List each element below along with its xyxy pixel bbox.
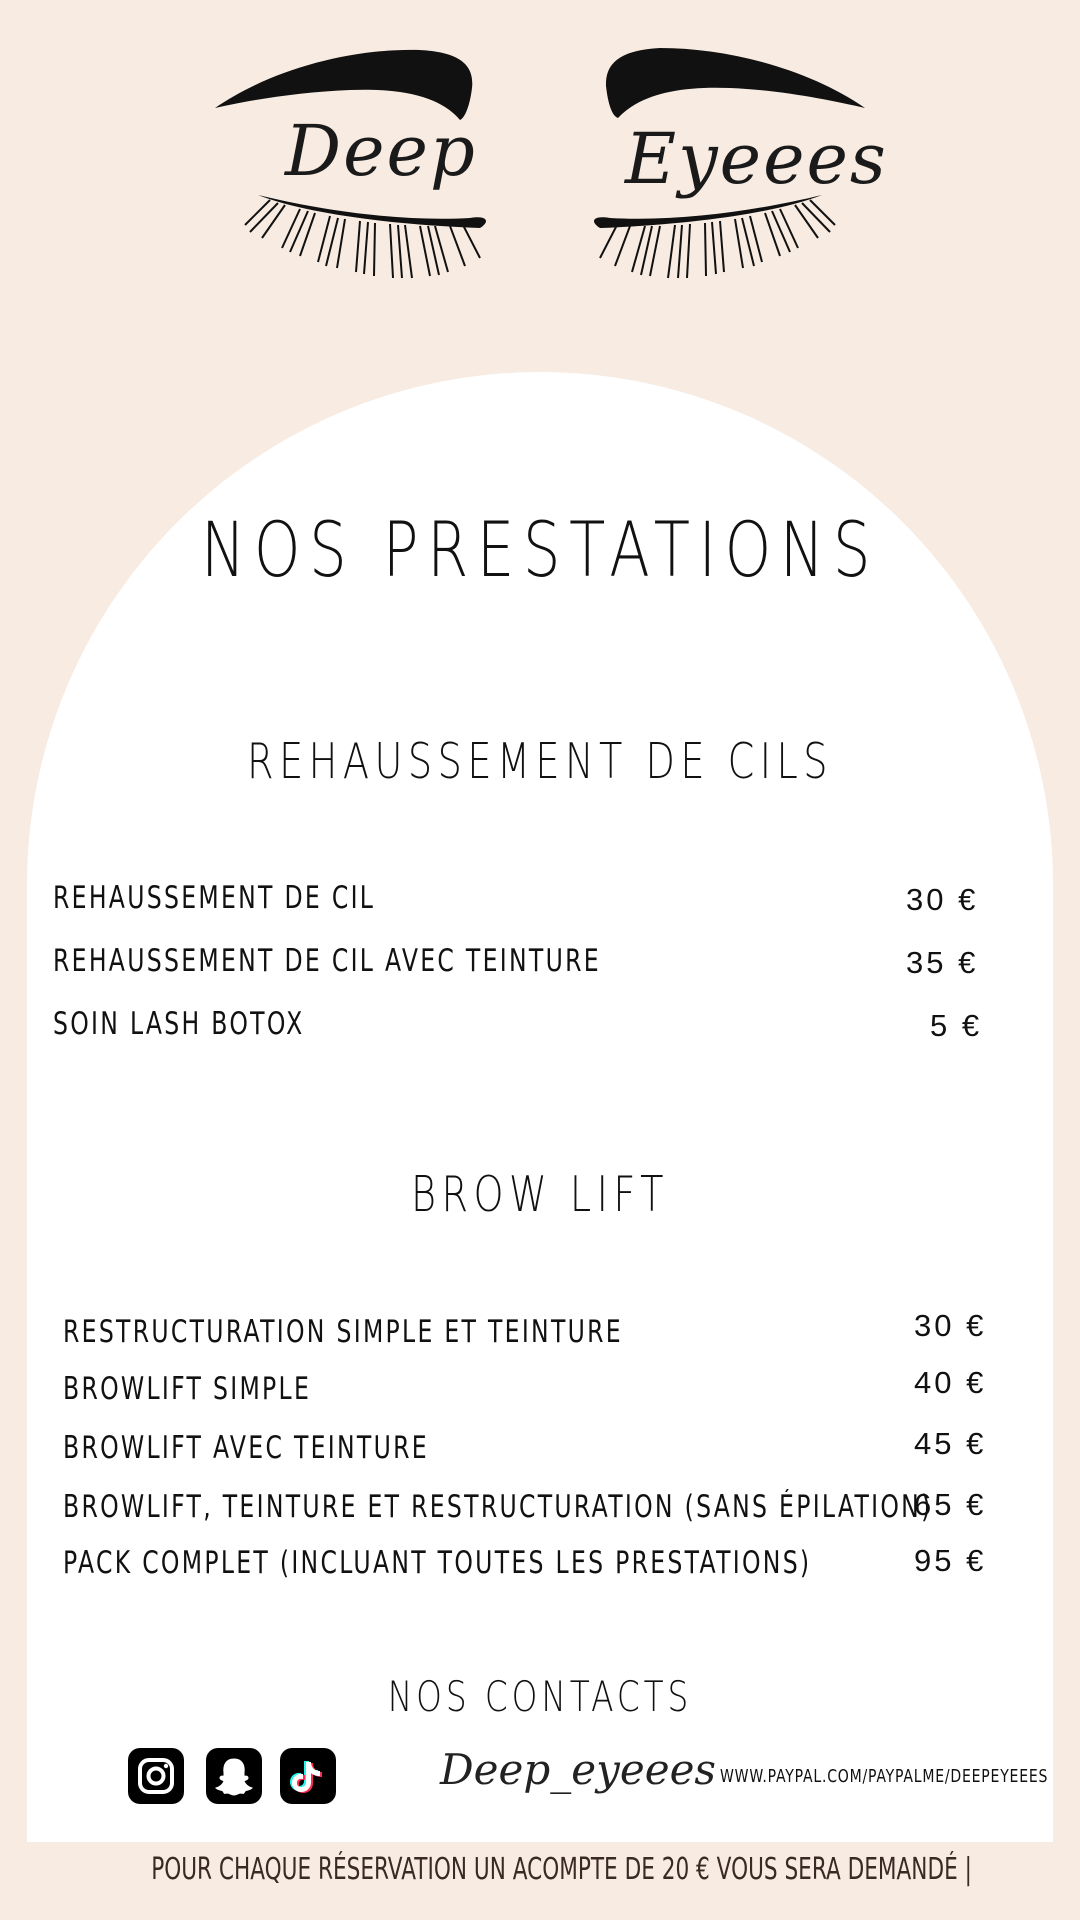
section-heading-cils: REHAUSSEMENT DE CILS [247,733,833,790]
service-row [0,880,1080,924]
contacts-heading: NOS CONTACTS [387,1672,693,1721]
logo-script-left: Deep [285,110,477,192]
snapchat-icon[interactable] [206,1748,262,1804]
service-price: 65 € [914,1487,987,1522]
service-name: BROWLIFT SIMPLE [63,1371,312,1407]
service-price: 35 € [906,945,979,980]
service-price: 40 € [914,1365,987,1400]
service-row [0,1426,1080,1474]
tiktok-icon[interactable] [280,1748,336,1804]
service-row [0,1489,1080,1533]
service-name: PACK COMPLET (INCLUANT TOUTES LES PRESTATIONS) [63,1545,812,1581]
service-price: 95 € [914,1543,987,1578]
paypal-link[interactable]: WWW.PAYPAL.COM/PAYPALME/DEEPEYEEES [720,1766,1049,1787]
logo-script-right: Eyeees [625,118,888,200]
service-row [0,1308,1080,1358]
service-row [0,1545,1080,1589]
service-name: RESTRUCTURATION SIMPLE ET TEINTURE [63,1314,623,1350]
service-row [0,943,1080,987]
logo-header [0,0,1080,330]
page-title: NOS PRESTATIONS [200,505,880,594]
deposit-notice: POUR CHAQUE RÉSERVATION UN ACOMPTE DE 20 € VOUS SERA DEMANDÉ | [151,1852,972,1887]
service-row [0,1006,1080,1050]
service-name: SOIN LASH BOTOX [53,1006,305,1042]
eyes-illustration [0,0,1080,330]
service-price: 30 € [914,1308,987,1343]
contact-handle: Deep_eyeees [440,1745,716,1794]
service-row [0,1365,1080,1415]
service-price: 5 € [930,1008,983,1043]
service-name: REHAUSSEMENT DE CIL [53,880,376,916]
service-name: BROWLIFT AVEC TEINTURE [63,1430,429,1466]
service-price: 30 € [906,882,979,917]
instagram-icon[interactable] [128,1748,184,1804]
section-heading-brow: BROW LIFT [411,1166,669,1223]
service-price: 45 € [914,1426,987,1461]
service-name: BROWLIFT, TEINTURE ET RESTRUCTURATION (SANS ÉPILATION) [63,1489,933,1525]
service-name: REHAUSSEMENT DE CIL AVEC TEINTURE [53,943,601,979]
